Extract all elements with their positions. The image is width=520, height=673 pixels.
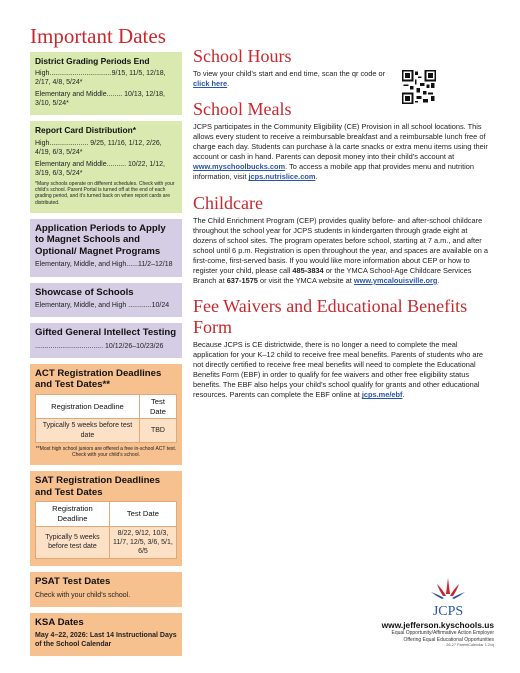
ymca-link[interactable]: www.ymcalouisville.org	[353, 275, 438, 285]
act-col-testdate: Test Date	[139, 394, 176, 419]
page-title: Important Dates	[30, 24, 166, 48]
report-note: *Many schools operate on different schedules. Check with your child’s school. Parent Portal is turned off at the end of each grading period, and it’s turned back on when report cards are distributed.	[35, 180, 175, 206]
eeo-line-1: Equal Opportunity/Affirmative Action Employer	[391, 630, 494, 636]
psat-line: Check with your child’s school.	[35, 591, 131, 599]
qr-code-icon[interactable]	[402, 70, 436, 104]
act-heading: ACT Registration Deadlines and Test Dates**	[35, 367, 162, 391]
school-hours-heading: School Hours	[193, 46, 292, 66]
grading-high: High................................9/15, 11/5, 12/18, 2/17, 4/8, 5/24*	[35, 70, 166, 87]
sat-heading: SAT Registration Deadlines and Test Dates	[35, 475, 161, 498]
report-card-box	[30, 121, 182, 212]
fee-waivers-text	[193, 340, 493, 400]
psat-heading: PSAT Test Dates	[35, 576, 111, 588]
meals-body-1: JCPS participates in the Community Eligibility (CE) Provision in all school locations. This allows every student to receive a reimbursable breakfast and a reimbursable lunch free of charge each day. Students can purchase à la carte snacks or extra menu items using their account or cash in hand. Parents can deposit money into their child’s account at	[193, 122, 488, 162]
important-dates-column	[30, 52, 182, 662]
meals-body-2: . To access a mobile app that provides menu and nutrition information, visit	[193, 162, 474, 182]
sat-table	[35, 501, 177, 559]
ksa-box	[30, 613, 182, 657]
childcare-text	[193, 216, 493, 286]
sat-box	[30, 471, 182, 566]
school-meals-heading: School Meals	[193, 99, 292, 120]
childcare-body-3: or visit the YMCA website at	[257, 275, 354, 285]
info-column	[193, 46, 493, 410]
magnet-box	[30, 219, 182, 277]
school-meals-text	[193, 122, 493, 182]
ebf-link[interactable]: jcps.me/ebf	[361, 390, 403, 400]
document-code: 26-27 ParentCalendar 1.2xq	[446, 643, 494, 647]
act-box	[30, 364, 182, 465]
childcare-body-1: The Child Enrichment Program (CEP) provides quality before- and after-school childcare throughout the school year for JCPS students in kindergarten through grade eight at dozens of school sites. The program operates before school, starting at 7 a.m., and after school until 6 p.m. Registration is open throughout the year, and spaces are available on a first-come, first-served basis. If you would like more information about CEP or how to register your child, please call	[193, 215, 488, 275]
ksa-heading: KSA Dates	[35, 616, 84, 628]
nutrislice-link[interactable]: jcps.nutrislice.com	[248, 172, 316, 182]
school-hours-body: To view your child’s start and end time, scan the qr code or	[193, 69, 386, 78]
gifted-box	[30, 323, 182, 358]
school-hours-end: .	[227, 79, 230, 89]
fee-end: .	[402, 390, 405, 400]
report-elementary: Elementary and Middle.......... 10/22, 1/12, 3/19, 6/3, 5/24*	[35, 160, 165, 177]
showcase-heading: Showcase of Schools	[35, 286, 134, 298]
district-website[interactable]: www.jefferson.kyschools.us	[381, 620, 494, 630]
act-table	[35, 394, 177, 443]
sat-col-deadline: Registration Deadline	[36, 502, 110, 527]
ksa-line: May 4–22, 2026: Last 14 Instructional Days of the School Calendar	[35, 632, 177, 649]
click-here-link[interactable]: click here	[193, 79, 228, 89]
ymca-phone: 637-1575	[226, 275, 258, 285]
grading-heading: District Grading Periods End	[35, 56, 150, 66]
eeo-line-2: Offering Equal Educational Opportunities	[403, 636, 494, 643]
childcare-heading: Childcare	[193, 192, 263, 213]
psat-box	[30, 572, 182, 607]
grading-elementary: Elementary and Middle........ 10/13, 12/18, 3/10, 5/24*	[35, 91, 165, 108]
cep-phone: 485-3834	[292, 265, 324, 275]
gifted-heading: Gifted General Intellect Testing	[35, 327, 177, 339]
sat-col-testdate: Test Date	[109, 502, 176, 527]
sat-cell-deadline: Typically 5 weeks before test date	[36, 526, 110, 558]
footer	[382, 620, 494, 647]
myschoolbucks-link[interactable]: www.myschoolbucks.com	[193, 162, 286, 172]
showcase-line: Elementary, Middle, and High ............10/24	[35, 302, 170, 309]
fee-waivers-heading: Fee Waivers and Educational Benefits Form	[193, 295, 468, 337]
magnet-heading: Application Periods to Apply to Magnet Schools and Optional/ Magnet Programs	[35, 222, 166, 257]
act-cell-deadline: Typically 5 weeks before test date	[36, 419, 140, 442]
act-note: **Most high school juniors are offered a free in-school ACT test. Check with your child’s school.	[35, 445, 177, 458]
logo-text: JCPS	[432, 604, 464, 619]
school-hours-text	[193, 69, 393, 89]
fee-body: Because JCPS is CE districtwide, there is no longer a need to complete the meal application for your K–12 child to receive free meal benefits. Parents of students who are not directly certified to receive free meal benefits will need to complete the Educational Benefits Form (EBF) in order to qualify for fee waivers and other free eligibility status benefits. The EBF also helps your child’s school qualify for grants and other educational resources. Parents can complete the EBF online at	[193, 339, 484, 400]
childcare-body-2: or the YMCA School-Age Childcare Services Branch at	[193, 265, 472, 285]
childcare-end: .	[437, 275, 440, 285]
meals-end: .	[315, 172, 318, 182]
act-cell-testdate: TBD	[139, 419, 176, 442]
report-high: High.................... 9/25, 11/16, 1/12, 2/26, 4/19, 6/3, 5/24*	[35, 139, 162, 156]
jcps-logo-icon	[413, 574, 483, 620]
report-heading: Report Card Distribution*	[35, 125, 136, 136]
grading-periods-box	[30, 52, 182, 115]
sat-cell-testdate: 8/22, 9/12, 10/3, 11/7, 12/5, 3/6, 5/1, 6/5	[109, 526, 176, 558]
showcase-box	[30, 283, 182, 318]
gifted-line: ................................... 10/12/26–10/23/26	[35, 342, 164, 350]
magnet-line: Elementary, Middle, and High......11/2–12/18	[35, 261, 173, 269]
act-col-deadline: Registration Deadline	[36, 394, 140, 419]
